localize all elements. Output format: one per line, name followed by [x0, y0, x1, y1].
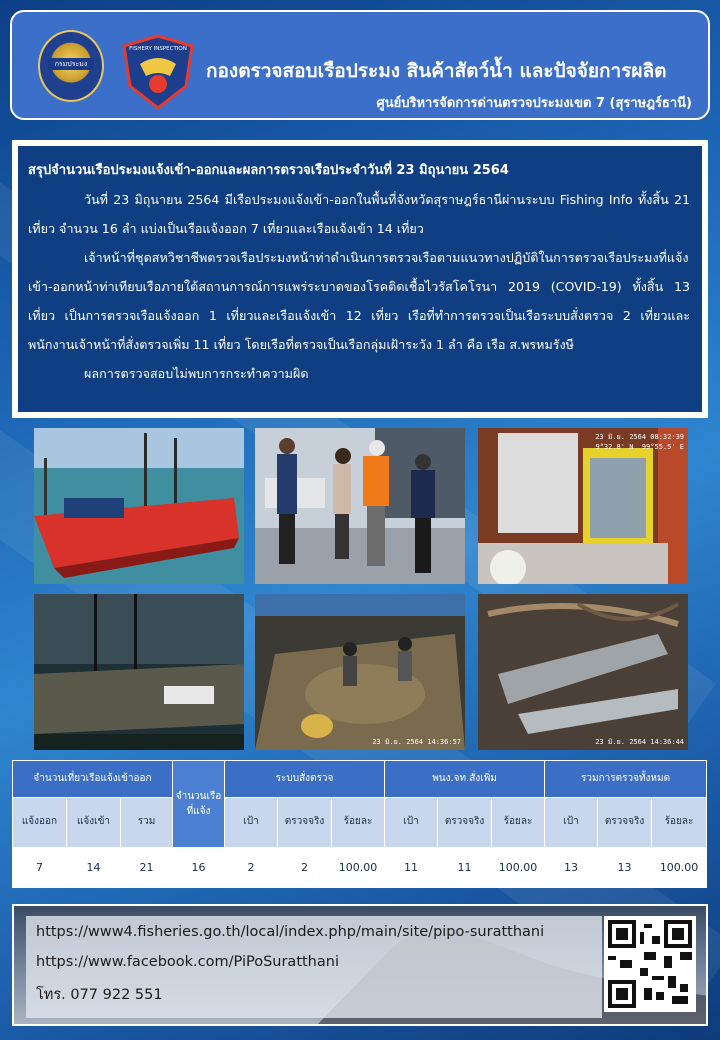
- value-cell: 11: [385, 848, 438, 888]
- subheader-cell: แจ้งออก: [13, 797, 67, 848]
- subheader-cell: ร้อยละ: [652, 797, 707, 848]
- header-officer-added: พนง.จท.สั่งเพิ่ม: [385, 761, 545, 798]
- summary-paragraph-result: ผลการตรวจสอบไม่พบการกระทำความผิด: [84, 366, 309, 381]
- value-cell: 11: [438, 848, 492, 888]
- photo-timestamp: 23 มิ.ย. 2564 14:36:44: [595, 738, 684, 746]
- header-trips: จำนวนเที่ยวเรือแจ้งเข้าออก: [13, 761, 173, 798]
- subheader-cell: แจ้งเข้า: [67, 797, 121, 848]
- subheader-cell: ตรวจจริง: [438, 797, 492, 848]
- subheader-cell: ตรวจจริง: [598, 797, 652, 848]
- header-boat-count: จำนวนเรือที่แจ้ง: [173, 761, 225, 848]
- summary-heading: สรุปจำนวนเรือประมงแจ้งเข้า-ออกและผลการตรวจเรือประจำวันที่ 23 มิถุนายน 2564: [28, 163, 509, 178]
- department-seal-logo: [38, 30, 104, 102]
- photo-sharks-on-deck: [478, 594, 688, 750]
- subheader-cell: ร้อยละ: [332, 797, 385, 848]
- value-cell: 2: [278, 848, 332, 888]
- value-cell: 13: [598, 848, 652, 888]
- inspection-stats-table: [12, 760, 706, 888]
- website-link[interactable]: https://www4.fisheries.go.th/local/index.php/main/site/pipo-suratthani: [36, 924, 545, 940]
- page-title: กองตรวจสอบเรือประมง สินค้าสัตว์น้ำ และปัจจัยการผลิต: [206, 60, 667, 82]
- value-cell: 100.00: [332, 848, 385, 888]
- photo-red-fishing-boat: [34, 428, 244, 584]
- subheader-cell: รวม: [121, 797, 173, 848]
- value-cell: 16: [173, 848, 225, 888]
- photo-timestamp: 23 มิ.ย. 2564 14:36:57: [372, 738, 461, 746]
- subheader-cell: เป้า: [545, 797, 598, 848]
- svg-text:FISHERY INSPECTION: FISHERY INSPECTION: [129, 46, 187, 52]
- value-cell: 14: [67, 848, 121, 888]
- contact-footer: [12, 904, 708, 1026]
- header-total-inspections: รวมการตรวจทั้งหมด: [545, 761, 707, 798]
- photo-fish-catch-bins: [478, 428, 688, 584]
- table-row: [13, 848, 707, 888]
- facebook-link[interactable]: https://www.facebook.com/PiPoSuratthani: [36, 954, 339, 970]
- photo-deck-nets: [255, 594, 465, 750]
- value-cell: 7: [13, 848, 67, 888]
- value-cell: 100.00: [652, 848, 707, 888]
- header-banner: [10, 10, 710, 120]
- photo-boat-at-night: [34, 594, 244, 750]
- subheader-cell: เป้า: [385, 797, 438, 848]
- value-cell: 13: [545, 848, 598, 888]
- seal-text: กรมประมง: [48, 58, 94, 70]
- subheader-cell: ร้อยละ: [492, 797, 545, 848]
- subheader-cell: เป้า: [225, 797, 278, 848]
- qr-code[interactable]: [604, 916, 696, 1012]
- value-cell: 2: [225, 848, 278, 888]
- photo-timestamp: 23 มิ.ย. 2564 08:32:39 9°32.8' N 99°55.5' E: [595, 433, 684, 451]
- summary-paragraph-inspection: เจ้าหน้าที่ชุดสหวิชาชีพตรวจเรือประมงหน้าท่าดำเนินการตรวจเรือตามแนวทางปฏิบัติในการตรวจเรือประมงที่แจ้งเข้า-ออกหน้าท่าเทียบเรือภายใต้สถานการณ์การแพร่ระบาดของโรคติดเชื้อไวรัสโคโรนา 2019 (COVID-19) ทั้งสิ้น 13 เที่ยว เป็นการตรวจเรือแจ้งออก 1 เที่ยวและเรือแจ้งเข้า 12 เที่ยว เรือที่ทำการตรวจเป็นเรือระบบสั่งตรวจ 2 เที่ยวและพนักงานเจ้าหน้าที่สั่งตรวจเพิ่ม 11 เที่ยว โดยเรือที่ตรวจเป็นเรือกลุ่มเฝ้าระวัง 1 ลำ คือ เรือ ส.พรหมรังษี: [28, 250, 690, 352]
- subheader-cell: ตรวจจริง: [278, 797, 332, 848]
- summary-paragraph-trips: วันที่ 23 มิถุนายน 2564 มีเรือประมงแจ้งเข้า-ออกในพื้นที่จังหวัดสุราษฎร์ธานีผ่านระบบ Fishing Info ทั้งสิ้น 21 เที่ยว จำนวน 16 ลำ แบ่งเป็นเรือแจ้งออก 7 เที่ยวและเรือแจ้งเข้า 14 เที่ยว: [28, 192, 690, 236]
- photo-inspection-officers: [255, 428, 465, 584]
- phone-number: โทร. 077 922 551: [36, 987, 163, 1003]
- page-subtitle: ศูนย์บริหารจัดการด่านตรวจประมงเขต 7 (สุราษฎร์ธานี): [376, 96, 692, 111]
- fishery-inspection-badge-logo: [120, 34, 196, 110]
- daily-summary-box: [12, 140, 708, 418]
- value-cell: 21: [121, 848, 173, 888]
- value-cell: 100.00: [492, 848, 545, 888]
- header-system-ordered: ระบบสั่งตรวจ: [225, 761, 385, 798]
